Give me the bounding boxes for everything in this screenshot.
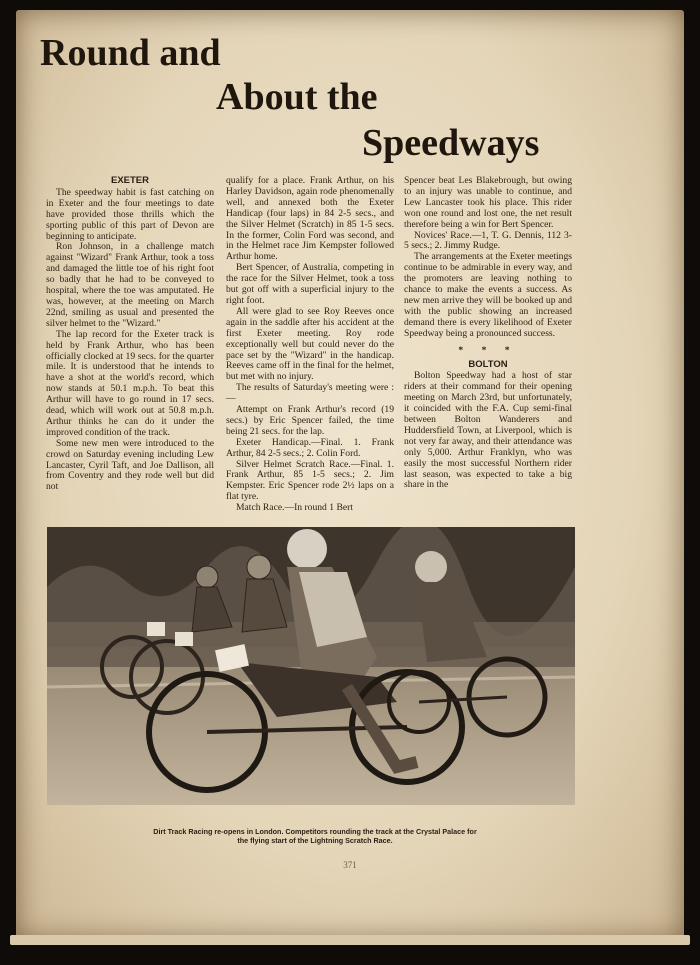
paragraph: Silver Helmet Scratch Race.—Final. 1. Frank Arthur, 85 1-5 secs.; 2. Jim Kempster. Eric Spencer rode 2½ laps on a flat tyre. bbox=[226, 458, 394, 503]
paragraph: Match Race.—In round 1 Bert bbox=[236, 502, 353, 514]
speedway-race-photo bbox=[47, 527, 575, 805]
page-edge bbox=[10, 935, 690, 945]
paragraph: Bolton Speedway had a host of star riders at their command for their opening meeting on March 23rd, but unfortunately, it coincided with the F.A. Cup semi-final between Bolton Wanderers and Huddersfield Town, at Liverpool, which is not very far away, and their attendance was only 5,000. Arthur Franklyn, who was easily the most successful Northern rider last season, was expected to take a big share in the bbox=[404, 370, 572, 491]
paragraph: Spencer beat Les Blakebrough, but owing to an injury was unable to continue, and Lew Lancaster took his place. This rider won one round and lost one, the net result therefore being a win for Bert Spencer. bbox=[404, 175, 572, 230]
paragraph: Bert Spencer, of Australia, competing in the race for the Silver Helmet, took a toss but got off with a superficial injury to the right foot. bbox=[226, 262, 394, 306]
paragraph: The speedway habit is fast catching on in Exeter and the four meetings to date have provided those thrills which the sporting public of this part of Devon are beginning to anticipate. bbox=[46, 186, 214, 242]
photo-caption: Dirt Track Racing re-opens in London. Competitors rounding the track at the Crystal Palace for the flying start of the Lightning Scratch Race. bbox=[153, 827, 477, 845]
headline-line-2: About the bbox=[216, 76, 378, 118]
section-divider: * * * bbox=[458, 344, 518, 356]
paragraph: All were glad to see Roy Reeves once again in the saddle after his accident at the first Exeter meeting. Roy rode exceptionally well but could never do the pace set by the "Wizard" in the handicap. Reeves came off in the final for the helmet, but met with no injury. bbox=[226, 305, 394, 383]
paragraph: The lap record for the Exeter track is held by Frank Arthur, who has been officially clocked at 19 secs. for the quarter mile. It is understood that he intends to have a shot at the world's record, which now stands at 50.1 m.p.h. To beat this Arthur will have to go round in 17 secs. dead, which will work out at 50.8 m.p.h. Arthur thinks he can do it under the improved condition of the track. bbox=[46, 328, 214, 438]
article-column-1 bbox=[46, 176, 214, 493]
headline-line-3: Speedways bbox=[362, 122, 540, 164]
section-heading-bolton: BOLTON bbox=[468, 358, 508, 370]
paragraph: qualify for a place. Frank Arthur, on his Harley Davidson, again rode phenomenally well, and annexed both the Exeter Handicap (four laps) in 84 2-5 secs., and the Silver Helmet (Scratch) in 85 1-5 secs. In the former, Colin Ford was second, and in the Helmet race Jim Kempster followed Arthur home. bbox=[226, 175, 394, 263]
section-heading-exeter: EXETER bbox=[110, 175, 149, 186]
page-number: 371 bbox=[343, 860, 357, 870]
paragraph: The arrangements at the Exeter meetings continue to be admirable in every way, and the promoters are leaving nothing to chance to make the events a success. As new men arrive they will be booked up and with the public showing an increased demand there is every likelihood of Exeter Speedway being a pronounced success. bbox=[404, 251, 572, 339]
article-column-3 bbox=[404, 176, 572, 491]
headline-line-1: Round and bbox=[40, 32, 221, 74]
paragraph: Novices' Race.—1, T. G. Dennis, 112 3-5 secs.; 2. Jimmy Rudge. bbox=[404, 229, 572, 252]
article-column-2 bbox=[226, 176, 394, 514]
paragraph: The results of Saturday's meeting were :— bbox=[226, 382, 394, 405]
paragraph: Ron Johnson, in a challenge match against "Wizard" Frank Arthur, took a toss and damaged the little toe of his right foot so badly that he had to be conveyed to hospital, where the toe was amputated. He was, however, at the meeting on March 22nd, smiling as usual and presented the silver helmet to the "Wizard." bbox=[46, 241, 214, 329]
paragraph: Some new men were introduced to the crowd on Saturday evening including Lew Lancaster, Cyril Taft, and Joe Dallison, all from Coventry and they rode well but did not bbox=[46, 437, 214, 493]
paragraph: Exeter Handicap.—Final. 1. Frank Arthur, 84 2-5 secs.; 2. Colin Ford. bbox=[226, 436, 394, 459]
paragraph: Attempt on Frank Arthur's record (19 secs.) by Eric Spencer failed, the time being 21 secs. for the lap. bbox=[226, 404, 394, 437]
